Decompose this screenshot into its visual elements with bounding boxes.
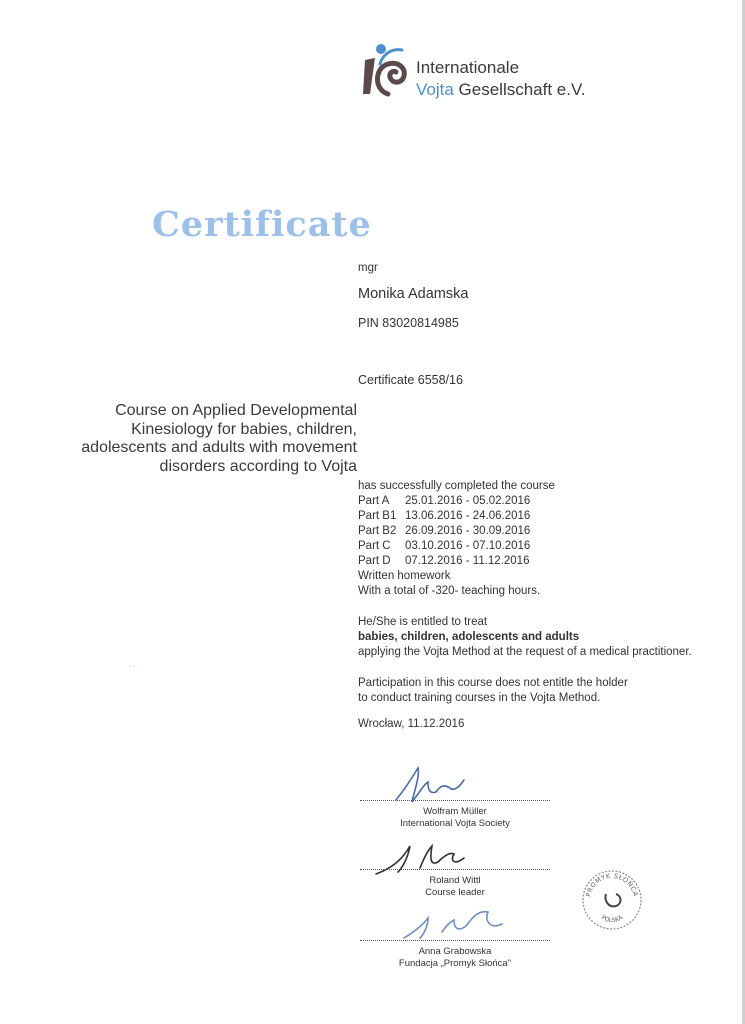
part-label: Part D [358, 555, 391, 567]
part-dates: 07.12.2016 - 11.12.2016 [405, 555, 530, 567]
homework-line: Written homework [358, 570, 451, 582]
signatory-name: Wolfram Müller [423, 806, 487, 817]
part-dates: 13.06.2016 - 24.06.2016 [405, 510, 531, 522]
total-hours-line: With a total of -320- teaching hours. [358, 585, 541, 597]
entitlement-groups: babies, children, adolescents and adults [358, 631, 580, 643]
signature-line [360, 869, 550, 870]
signatory-1 [355, 806, 555, 830]
signatory-name: Anna Grabowska [418, 946, 492, 957]
entitlement-line: applying the Vojta Method at the request of a medical practitioner. [358, 646, 692, 658]
signatory-2 [355, 875, 555, 899]
course-name-line: adolescents and adults with movement [81, 439, 357, 456]
signatory-role: Course leader [425, 887, 485, 898]
stamp-text-top: PROMYK SŁOŃCA [584, 871, 640, 898]
foundation-stamp-icon [580, 868, 644, 932]
signatory-3 [355, 946, 555, 970]
disclaimer-line: to conduct training courses in the Vojta Method. [358, 692, 601, 704]
place-date: Wrocław, 11.12.2016 [358, 718, 465, 730]
course-name-line: Kinesiology for babies, children, [131, 420, 357, 438]
part-dates: 25.01.2016 - 05.02.2016 [405, 495, 531, 507]
course-name-line: Course on Applied Developmental [115, 402, 357, 419]
recipient-pin: PIN 83020814985 [358, 316, 459, 330]
entitlement [358, 615, 728, 660]
org-name-rest: Gesellschaft e.V. [453, 80, 586, 99]
course-part-row [358, 524, 718, 539]
signature-line [360, 800, 550, 801]
part-label: Part A [358, 495, 390, 507]
part-label: Part B2 [358, 525, 397, 537]
svg-text:PROMYK SŁOŃCA [584, 872, 640, 898]
certificate-number: Certificate 6558/16 [358, 373, 463, 387]
org-name-accent: Vojta [416, 80, 454, 99]
course-part-row [358, 539, 718, 554]
course-name-line: disorders according to Vojta [159, 457, 357, 475]
part-label: Part B1 [358, 510, 397, 522]
entitlement-line: He/She is entitled to treat [358, 616, 488, 628]
disclaimer-line: Participation in this course does not entitle the holder [358, 677, 628, 689]
course-part-row [358, 509, 718, 524]
completion-details [358, 479, 718, 599]
vojta-logo-icon [360, 42, 412, 100]
course-part-row [358, 494, 718, 509]
signatory-role: International Vojta Society [400, 818, 510, 829]
part-dates: 03.10.2016 - 07.10.2016 [405, 540, 531, 552]
stamp-text-bottom: POLSKA [599, 914, 625, 925]
signature-roland-wittl [372, 838, 482, 878]
signature-anna-grabowska [398, 904, 518, 944]
svg-text:POLSKA [600, 914, 625, 924]
course-part-row [358, 554, 718, 569]
completion-intro: has successfully completed the course [358, 480, 555, 492]
scan-speck: · · · [128, 662, 141, 671]
signatory-name: Roland Wittl [429, 875, 481, 886]
org-name-line2 [416, 80, 585, 100]
certificate-title: Certificate [152, 204, 372, 245]
signature-line [360, 940, 550, 941]
part-label: Part C [358, 540, 391, 552]
org-name-line1: Internationale [416, 58, 520, 77]
recipient-name: Monika Adamska [358, 286, 469, 302]
part-dates: 26.09.2016 - 30.09.2016 [405, 525, 531, 537]
signatory-role: Fundacja „Promyk Słońca" [398, 958, 512, 969]
disclaimer [358, 676, 728, 706]
course-name [57, 402, 357, 476]
recipient-degree: mgr [358, 262, 378, 274]
